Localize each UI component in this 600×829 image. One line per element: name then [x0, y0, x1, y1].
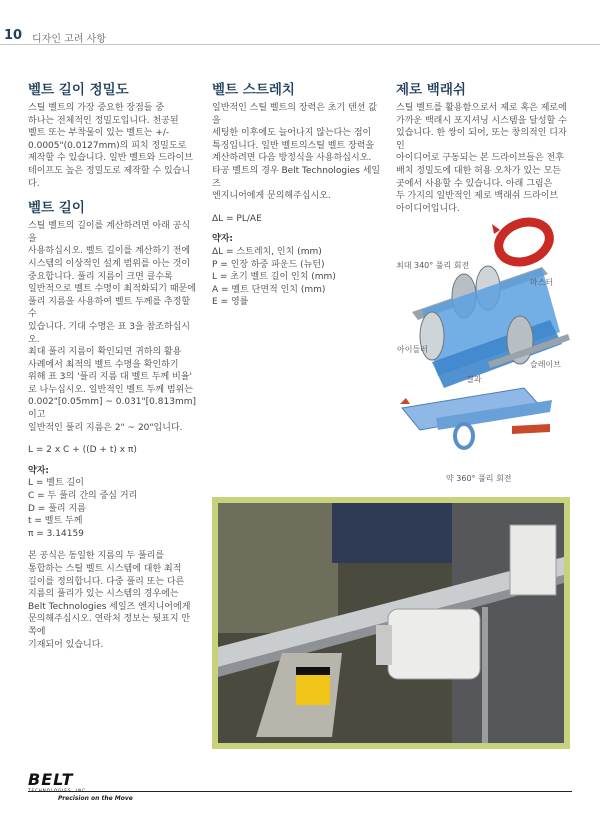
- abbr-list-middle: ΔL = 스트레치, 인치 (mm) P = 인장 하중 파운드 (뉴턴) L = 초기 벨트 길이 인치 (mm) A = 벨트 단면적 인치 (mm) E = 영률: [212, 246, 336, 308]
- footer-rule: [28, 791, 572, 792]
- para-length-note: 본 공식은 동일한 지름의 두 풀리를 통합하는 스틸 벨트 시스템에 대한 최적 길이를 정의합니다. 다중 풀리 또는 다른 지름의 풀리가 있는 시스템의 경우에는 Belt Technologies 세일즈 엔지니어에게 문의해주십시오. 연락처 정보는 뒷표지 안쪽에 기재되어 있습니다.: [28, 551, 191, 650]
- conveyor-photo: [212, 497, 570, 749]
- rotation-ring-red: [493, 215, 555, 268]
- page-number: 10: [4, 28, 23, 43]
- conveyor-photo-art: [212, 497, 570, 749]
- rotation-arrow-red: [492, 224, 500, 234]
- label-result: 결과: [466, 375, 482, 384]
- motor-body: [388, 609, 480, 679]
- abbr-title-left: 약자:: [28, 465, 49, 476]
- label-idler: 아이들러: [397, 345, 428, 354]
- section-title: 디자인 고려 사항: [32, 34, 106, 45]
- formula-stretch: ΔL = PL/AE: [212, 213, 262, 224]
- band-clamp-left: [400, 398, 410, 404]
- column-middle: [212, 82, 382, 309]
- heading-length-precision: 벨트 길이 정밀도: [28, 82, 129, 98]
- logo-text: BELT: [28, 770, 74, 789]
- label-approx-rotation: 약 360° 풀리 회전: [446, 474, 512, 483]
- para-belt-stretch: 일반적인 스틸 벨트의 장력은 초기 텐션 값을 세팅한 이후에도 늘어나지 않는다는 점이 특징입니다. 일반 벨트의스틸 벨트 장력을 계산하려면 다음 방정식을 사용하십시오. 타공 벨트의 경우 Belt Technologies 세일즈 엔지니어에게 문의해주십시오.: [212, 103, 381, 202]
- label-slave: 슬레이브: [530, 360, 561, 369]
- abbr-title-middle: 약자:: [212, 234, 233, 245]
- para-belt-length: 스틸 벨트의 길이를 계산하려면 아래 공식을 사용하십시오. 벨트 길이를 계산하기 전에 시스템의 이상적인 설계 범위를 아는 것이 중요합니다. 풀리 지름이 크면 클수록 일반적으로 벨트 수명이 최적화되기 때문에 풀리 지름을 사용하여 벨트 두께를 추정할 수 있습니다. 기대 수명은 표 3을 참조하십시오. 최대 풀리 지름이 확인되면 귀하의 활용 사례에서 최적의 벨트 수명을 확인하기 위해 표 3의 '풀리 지름 대 벨트 두께 비율' 로 나누십시오. 일반적인 벨트 두께 범위는 0.002"[0.05mm] ~ 0.031"[0.813mm]이고 일반적인 풀리 지름은 2" ~ 20"입니다.: [28, 221, 196, 433]
- heading-belt-length: 벨트 길이: [28, 200, 85, 217]
- label-max-rotation: 최대 340° 풀리 회전: [396, 261, 470, 270]
- motor-coupler: [376, 625, 392, 665]
- caution-sign-band: [296, 667, 330, 675]
- photo-shadow-region: [218, 503, 338, 633]
- para-length-precision: 스틸 벨트의 가장 중요한 장점들 중 하나는 전체적인 정밀도입니다. 천공된 벨트 또는 부착물이 있는 벨트는 +/- 0.0005"(0.0127mm)의 피치 정밀도로 제작할 수 있습니다. 일반 벨트와 드라이브 테이프도 높은 정밀도로 제작할 수 있습니다.: [28, 103, 193, 189]
- column-left: [28, 82, 196, 651]
- company-logo: [28, 772, 88, 793]
- formula-length: L = 2 x C + ((D + t) x π): [28, 445, 137, 456]
- abbr-list-left: L = 벨트 길이 C = 두 풀리 간의 중심 거리 D = 풀리 지름 t = 벨트 두께 π = 3.14159: [28, 478, 138, 539]
- heading-zero-backlash: 제로 백래쉬: [396, 82, 466, 98]
- label-master: 마스터: [530, 278, 554, 287]
- band-clamp: [512, 424, 550, 434]
- para-zero-backlash: 스틸 벨트를 활용함으로서 제로 혹은 제로에 가까운 백래시 포지셔닝 시스템을 달성할 수 있습니다. 한 쌍이 되어, 또는 창의적인 디자인 아이디어로 구동되는 본 드라이브들은 전후 배치 정밀도에 대한 허용 오차가 있는 모든 곳에서 사용할 수 있습니다. 아래 그림은 두 가지의 일반적인 제로 백래쉬 드라이브 아이디어입니다.: [396, 103, 567, 214]
- band-coil: [455, 424, 473, 448]
- heading-belt-stretch: 벨트 스트레치: [212, 82, 295, 98]
- electrical-box: [510, 525, 556, 595]
- column-right: [396, 82, 572, 215]
- frame-leg: [482, 607, 488, 743]
- footer-tagline: Precision on the Move: [58, 795, 133, 802]
